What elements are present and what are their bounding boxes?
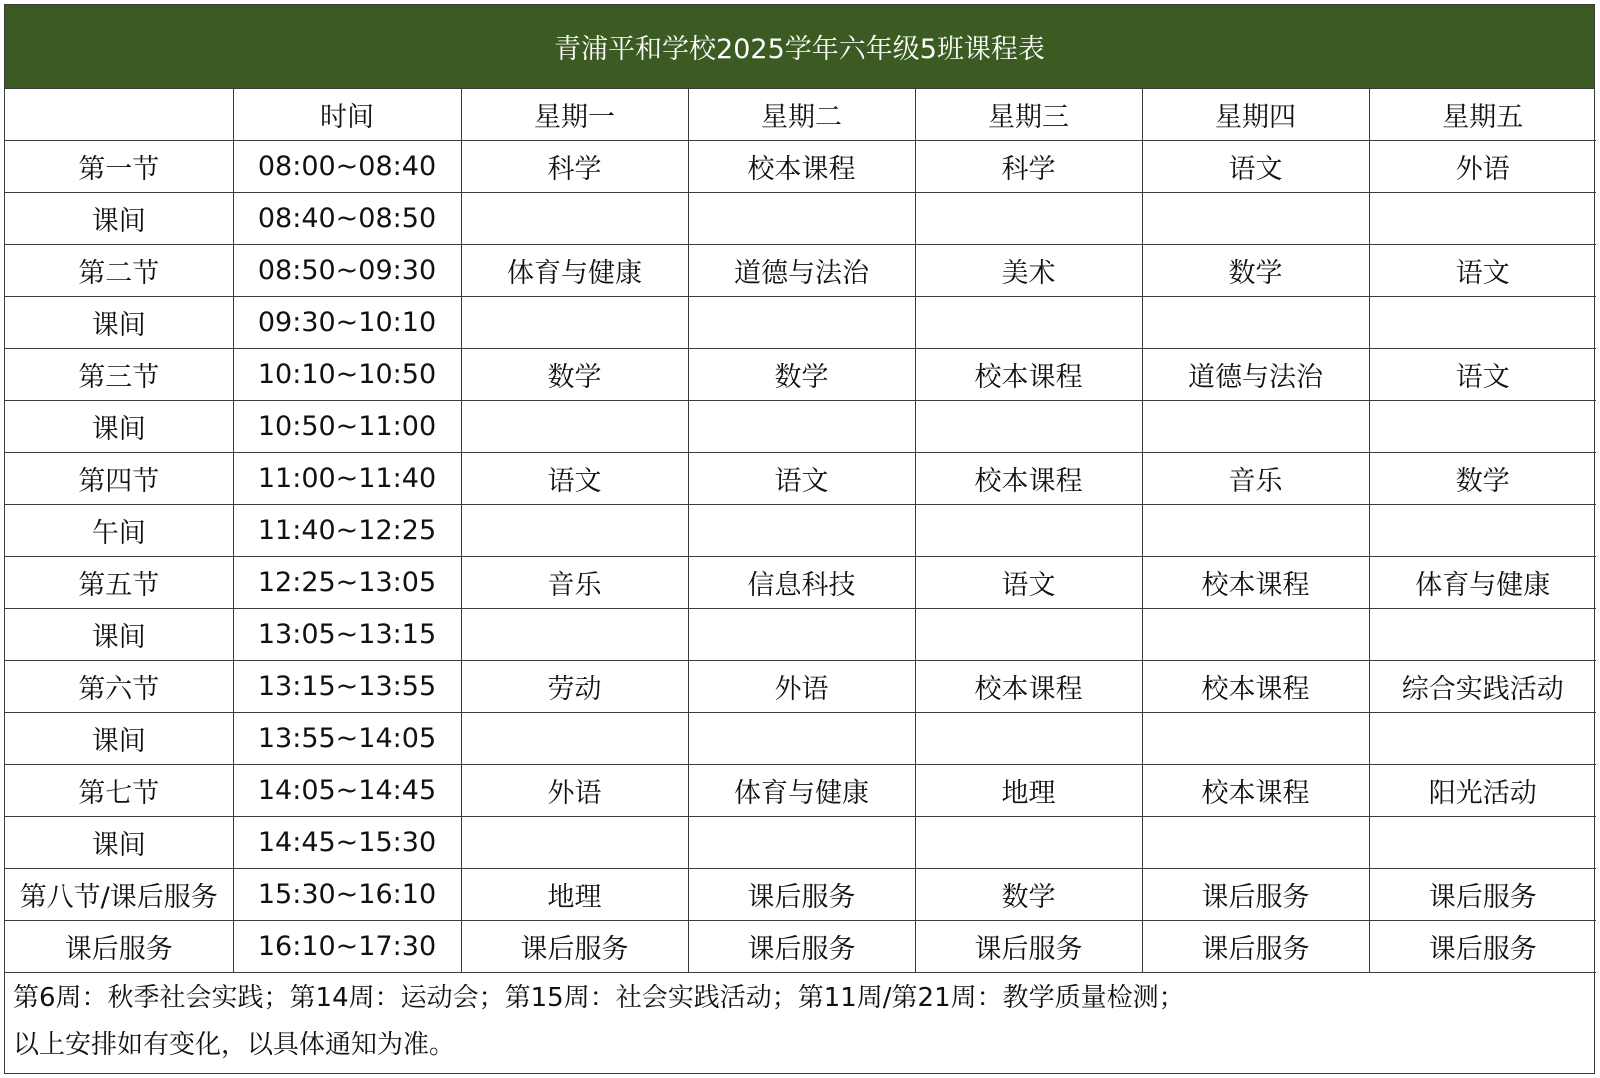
- friday-cell: [1369, 817, 1596, 869]
- tuesday-cell: [688, 297, 915, 349]
- monday-cell: [461, 713, 688, 765]
- header-cell-monday: 星期一: [461, 89, 688, 141]
- wednesday-cell: [915, 297, 1142, 349]
- tuesday-cell: 信息科技: [688, 557, 915, 609]
- period-cell: 课间: [5, 401, 233, 453]
- period-cell: 第四节: [5, 453, 233, 505]
- thursday-cell: [1142, 609, 1369, 661]
- wednesday-cell: 校本课程: [915, 453, 1142, 505]
- time-cell: 14:45~15:30: [233, 817, 461, 869]
- time-cell: 16:10~17:30: [233, 921, 461, 973]
- wednesday-cell: 校本课程: [915, 349, 1142, 401]
- wednesday-cell: [915, 609, 1142, 661]
- tuesday-cell: 道德与法治: [688, 245, 915, 297]
- thursday-cell: 课后服务: [1142, 921, 1369, 973]
- friday-cell: 阳光活动: [1369, 765, 1596, 817]
- friday-cell: [1369, 713, 1596, 765]
- friday-cell: [1369, 609, 1596, 661]
- period-cell: 第六节: [5, 661, 233, 713]
- wednesday-cell: [915, 505, 1142, 557]
- period-cell: 课后服务: [5, 921, 233, 973]
- monday-cell: [461, 505, 688, 557]
- friday-cell: 课后服务: [1369, 921, 1596, 973]
- thursday-cell: [1142, 817, 1369, 869]
- friday-cell: [1369, 297, 1596, 349]
- thursday-cell: 校本课程: [1142, 765, 1369, 817]
- thursday-cell: 校本课程: [1142, 557, 1369, 609]
- monday-cell: 语文: [461, 453, 688, 505]
- thursday-cell: [1142, 713, 1369, 765]
- period-cell: 第七节: [5, 765, 233, 817]
- table-row: [5, 401, 1596, 453]
- table-row: [5, 141, 1596, 193]
- tuesday-cell: [688, 193, 915, 245]
- time-cell: 13:55~14:05: [233, 713, 461, 765]
- thursday-cell: 音乐: [1142, 453, 1369, 505]
- time-cell: 10:50~11:00: [233, 401, 461, 453]
- tuesday-cell: 校本课程: [688, 141, 915, 193]
- friday-cell: 外语: [1369, 141, 1596, 193]
- time-cell: 13:05~13:15: [233, 609, 461, 661]
- period-cell: 课间: [5, 713, 233, 765]
- period-cell: 课间: [5, 609, 233, 661]
- table-row: [5, 713, 1596, 765]
- monday-cell: [461, 297, 688, 349]
- monday-cell: [461, 817, 688, 869]
- period-cell: 午间: [5, 505, 233, 557]
- header-cell-blank: [5, 89, 233, 141]
- wednesday-cell: [915, 193, 1142, 245]
- time-cell: 09:30~10:10: [233, 297, 461, 349]
- friday-cell: 课后服务: [1369, 869, 1596, 921]
- table-row: [5, 193, 1596, 245]
- notes-section: [5, 972, 1594, 1068]
- time-cell: 14:05~14:45: [233, 765, 461, 817]
- tuesday-cell: [688, 817, 915, 869]
- friday-cell: 语文: [1369, 245, 1596, 297]
- thursday-cell: [1142, 401, 1369, 453]
- table-row: [5, 921, 1596, 973]
- table-row: [5, 349, 1596, 401]
- time-cell: 13:15~13:55: [233, 661, 461, 713]
- table-row: [5, 297, 1596, 349]
- thursday-cell: [1142, 297, 1369, 349]
- table-row: [5, 609, 1596, 661]
- header-cell-wednesday: 星期三: [915, 89, 1142, 141]
- monday-cell: [461, 609, 688, 661]
- thursday-cell: 道德与法治: [1142, 349, 1369, 401]
- header-cell-thursday: 星期四: [1142, 89, 1369, 141]
- wednesday-cell: 科学: [915, 141, 1142, 193]
- table-row: [5, 245, 1596, 297]
- thursday-cell: 课后服务: [1142, 869, 1369, 921]
- wednesday-cell: 语文: [915, 557, 1142, 609]
- table-row: [5, 661, 1596, 713]
- timetable-sheet: [4, 4, 1595, 1074]
- monday-cell: 外语: [461, 765, 688, 817]
- monday-cell: 体育与健康: [461, 245, 688, 297]
- friday-cell: [1369, 505, 1596, 557]
- thursday-cell: [1142, 505, 1369, 557]
- wednesday-cell: 数学: [915, 869, 1142, 921]
- table-row: [5, 817, 1596, 869]
- monday-cell: 音乐: [461, 557, 688, 609]
- header-cell-time: 时间: [233, 89, 461, 141]
- table-row: [5, 869, 1596, 921]
- time-cell: 08:00~08:40: [233, 141, 461, 193]
- wednesday-cell: [915, 713, 1142, 765]
- note-line: 第6周：秋季社会实践；第14周：运动会；第15周：社会实践活动；第11周/第21周：教学质量检测；: [13, 983, 1185, 1013]
- tuesday-cell: [688, 713, 915, 765]
- wednesday-cell: [915, 817, 1142, 869]
- monday-cell: 地理: [461, 869, 688, 921]
- time-cell: 08:50~09:30: [233, 245, 461, 297]
- thursday-cell: [1142, 193, 1369, 245]
- time-cell: 15:30~16:10: [233, 869, 461, 921]
- table-row: [5, 505, 1596, 557]
- header-cell-friday: 星期五: [1369, 89, 1596, 141]
- header-row: [5, 89, 1596, 141]
- wednesday-cell: 校本课程: [915, 661, 1142, 713]
- period-cell: 第二节: [5, 245, 233, 297]
- period-cell: 第五节: [5, 557, 233, 609]
- table-row: [5, 453, 1596, 505]
- tuesday-cell: 数学: [688, 349, 915, 401]
- monday-cell: [461, 193, 688, 245]
- wednesday-cell: 课后服务: [915, 921, 1142, 973]
- time-cell: 08:40~08:50: [233, 193, 461, 245]
- wednesday-cell: 美术: [915, 245, 1142, 297]
- wednesday-cell: [915, 401, 1142, 453]
- table-row: [5, 765, 1596, 817]
- thursday-cell: 校本课程: [1142, 661, 1369, 713]
- period-cell: 课间: [5, 297, 233, 349]
- monday-cell: 课后服务: [461, 921, 688, 973]
- thursday-cell: 语文: [1142, 141, 1369, 193]
- tuesday-cell: 外语: [688, 661, 915, 713]
- time-cell: 11:40~12:25: [233, 505, 461, 557]
- friday-cell: [1369, 401, 1596, 453]
- tuesday-cell: 体育与健康: [688, 765, 915, 817]
- monday-cell: 科学: [461, 141, 688, 193]
- time-cell: 12:25~13:05: [233, 557, 461, 609]
- tuesday-cell: 语文: [688, 453, 915, 505]
- time-cell: 11:00~11:40: [233, 453, 461, 505]
- schedule-table: [5, 89, 1596, 973]
- time-cell: 10:10~10:50: [233, 349, 461, 401]
- friday-cell: 语文: [1369, 349, 1596, 401]
- thursday-cell: 数学: [1142, 245, 1369, 297]
- period-cell: 第三节: [5, 349, 233, 401]
- header-cell-tuesday: 星期二: [688, 89, 915, 141]
- tuesday-cell: [688, 609, 915, 661]
- period-cell: 第一节: [5, 141, 233, 193]
- friday-cell: 数学: [1369, 453, 1596, 505]
- monday-cell: 劳动: [461, 661, 688, 713]
- table-title: 青浦平和学校2025学年六年级5班课程表: [5, 5, 1594, 89]
- wednesday-cell: 地理: [915, 765, 1142, 817]
- friday-cell: 体育与健康: [1369, 557, 1596, 609]
- monday-cell: [461, 401, 688, 453]
- period-cell: 第八节/课后服务: [5, 869, 233, 921]
- note-line: 以上安排如有变化，以具体通知为准。: [13, 1030, 456, 1060]
- tuesday-cell: 课后服务: [688, 869, 915, 921]
- table-row: [5, 557, 1596, 609]
- monday-cell: 数学: [461, 349, 688, 401]
- tuesday-cell: [688, 505, 915, 557]
- period-cell: 课间: [5, 817, 233, 869]
- friday-cell: [1369, 193, 1596, 245]
- tuesday-cell: 课后服务: [688, 921, 915, 973]
- friday-cell: 综合实践活动: [1369, 661, 1596, 713]
- period-cell: 课间: [5, 193, 233, 245]
- tuesday-cell: [688, 401, 915, 453]
